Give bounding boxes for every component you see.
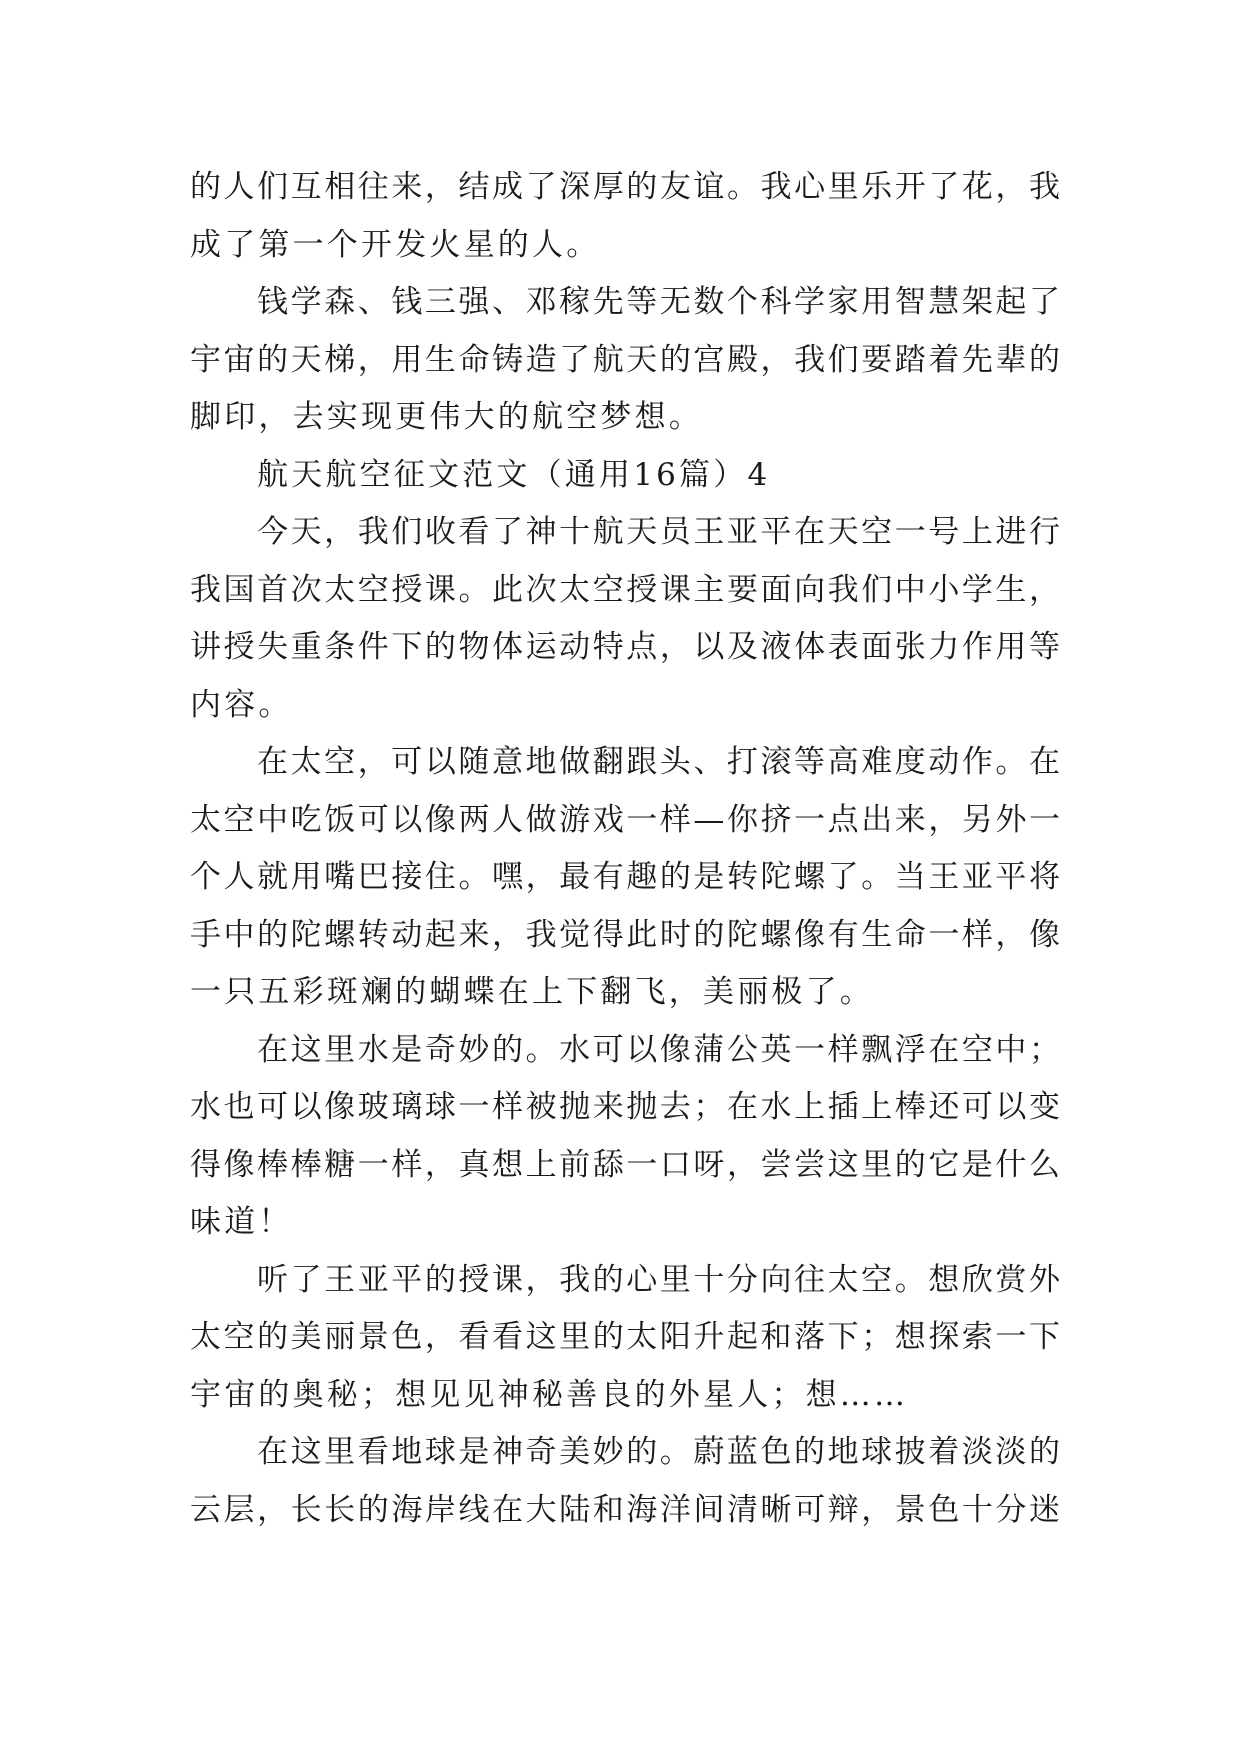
text-line: 云层，长长的海岸线在大陆和海洋间清晰可辩，景色十分迷 (190, 1492, 1060, 1528)
paragraph-first-line: 今天，我们收看了神十航天员王亚平在天空一号上进行 (257, 514, 1060, 550)
text-line: 讲授失重条件下的物体运动特点，以及液体表面张力作用等 (190, 629, 1060, 665)
text-line: 味道！ (190, 1204, 293, 1240)
text-line: 宇宙的天梯，用生命铸造了航天的宫殿，我们要踏着先辈的 (190, 342, 1060, 378)
text-line: 我国首次太空授课。此次太空授课主要面向我们中小学生， (190, 572, 1060, 608)
text-line: 成了第一个开发火星的人。 (190, 227, 601, 263)
section-heading: 航天航空征文范文（通用16篇）4 (257, 457, 771, 493)
paragraph-first-line: 听了王亚平的授课，我的心里十分向往太空。想欣赏外 (257, 1262, 1060, 1298)
text-line: 得像棒棒糖一样，真想上前舔一口呀，尝尝这里的它是什么 (190, 1147, 1060, 1183)
paragraph-first-line: 钱学森、钱三强、邓稼先等无数个科学家用智慧架起了 (257, 284, 1060, 320)
text-line: 个人就用嘴巴接住。嘿，最有趣的是转陀螺了。当王亚平将 (190, 859, 1060, 895)
text-line: 内容。 (190, 687, 293, 723)
text-line: 的人们互相往来，结成了深厚的友谊。我心里乐开了花，我 (190, 169, 1060, 205)
text-line: 一只五彩斑斓的蝴蝶在上下翻飞，美丽极了。 (190, 974, 874, 1010)
text-line: 宇宙的奥秘；想见见神秘善良的外星人；想…… (190, 1377, 909, 1413)
text-line: 太空的美丽景色，看看这里的太阳升起和落下；想探索一下 (190, 1319, 1060, 1355)
text-line: 手中的陀螺转动起来，我觉得此时的陀螺像有生命一样，像 (190, 917, 1060, 953)
text-line: 水也可以像玻璃球一样被抛来抛去；在水上插上棒还可以变 (190, 1089, 1060, 1125)
paragraph-first-line: 在这里看地球是神奇美妙的。蔚蓝色的地球披着淡淡的 (257, 1434, 1060, 1470)
text-line: 脚印，去实现更伟大的航空梦想。 (190, 399, 703, 435)
paragraph-first-line: 在太空，可以随意地做翻跟头、打滚等高难度动作。在 (257, 744, 1060, 780)
text-line: 太空中吃饭可以像两人做游戏一样—你挤一点出来，另外一 (190, 802, 1060, 838)
paragraph-first-line: 在这里水是奇妙的。水可以像蒲公英一样飘浮在空中； (257, 1032, 1060, 1068)
